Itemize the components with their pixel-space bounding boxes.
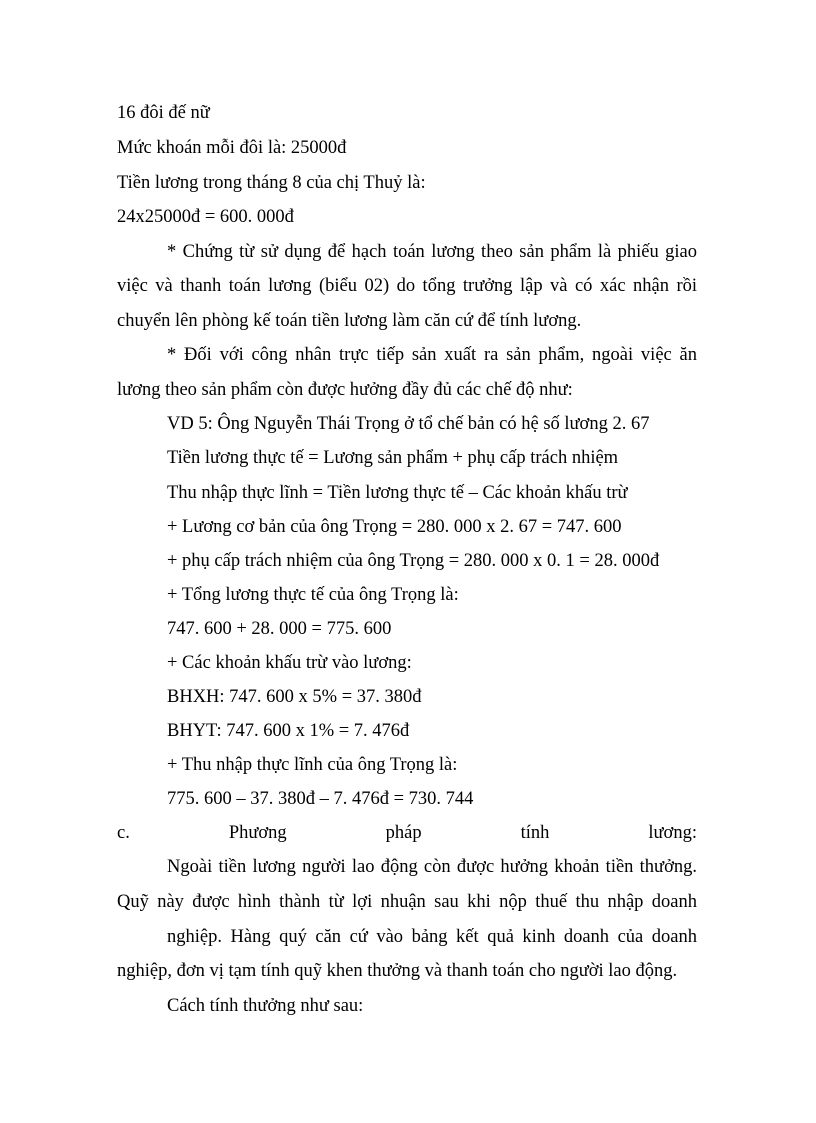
heading-word: lương:	[648, 823, 697, 843]
paragraph-line: nghiệp, đơn vị tạm tính quỹ khen thưởng và thanh toán cho người lao động.	[117, 961, 678, 981]
formula-line: Tiền lương thực tế = Lương sản phẩm + phụ cấp trách nhiệm	[167, 448, 619, 468]
section-heading	[117, 816, 697, 850]
text-line: Mức khoán mỗi đôi là: 25000đ	[117, 138, 347, 158]
calc-line: BHYT: 747. 600 x 1% = 7. 476đ	[167, 721, 410, 741]
calc-line: + phụ cấp trách nhiệm của ông Trọng = 280. 000 x 0. 1 = 28. 000đ	[167, 551, 660, 571]
formula-line: Thu nhập thực lĩnh = Tiền lương thực tế – Các khoản khấu trừ	[167, 483, 628, 503]
paragraph-line: Cách tính thưởng như sau:	[167, 996, 364, 1016]
paragraph-line: lương theo sản phẩm còn được hưởng đầy đủ các chế độ như:	[117, 380, 573, 400]
paragraph-line: Quỹ này được hình thành từ lợi nhuận sau khi nộp thuế thu nhập doanh	[117, 892, 697, 912]
calc-line: + Thu nhập thực lĩnh của ông Trọng là:	[167, 755, 458, 775]
paragraph-line: Ngoài tiền lương người lao động còn được hưởng khoản tiền thưởng.	[167, 857, 697, 877]
paragraph-line: việc và thanh toán lương (biểu 02) do tổng trưởng lập và có xác nhận rồi	[117, 276, 697, 296]
calc-line: + Các khoản khấu trừ vào lương:	[167, 653, 412, 673]
paragraph-line: nghiệp. Hàng quý căn cứ vào bảng kết quả kinh doanh của doanh	[167, 927, 697, 947]
calc-line: 747. 600 + 28. 000 = 775. 600	[167, 619, 392, 639]
text-line: 24x25000đ = 600. 000đ	[117, 207, 294, 227]
example-title: VD 5: Ông Nguyễn Thái Trọng ở tổ chế bản có hệ số lương 2. 67	[167, 414, 650, 434]
heading-word: pháp	[385, 823, 422, 843]
calc-line: + Lương cơ bản của ông Trọng = 280. 000 x 2. 67 = 747. 600	[167, 517, 622, 537]
heading-word: c.	[117, 823, 130, 843]
calc-line: BHXH: 747. 600 x 5% = 37. 380đ	[167, 687, 422, 707]
calc-line: + Tổng lương thực tế của ông Trọng là:	[167, 585, 459, 605]
paragraph-line: * Đối với công nhân trực tiếp sản xuất ra sản phẩm, ngoài việc ăn	[167, 345, 697, 365]
heading-word: Phương	[228, 823, 287, 843]
text-line: 16 đôi đế nữ	[117, 103, 210, 123]
text-line: Tiền lương trong tháng 8 của chị Thuỷ là:	[117, 173, 426, 193]
paragraph-line: * Chứng từ sử dụng để hạch toán lương theo sản phẩm là phiếu giao	[167, 242, 697, 262]
heading-word: tính	[520, 823, 550, 843]
paragraph-line: chuyển lên phòng kế toán tiền lương làm căn cứ để tính lương.	[117, 311, 582, 331]
calc-line: 775. 600 – 37. 380đ – 7. 476đ = 730. 744	[167, 789, 474, 809]
